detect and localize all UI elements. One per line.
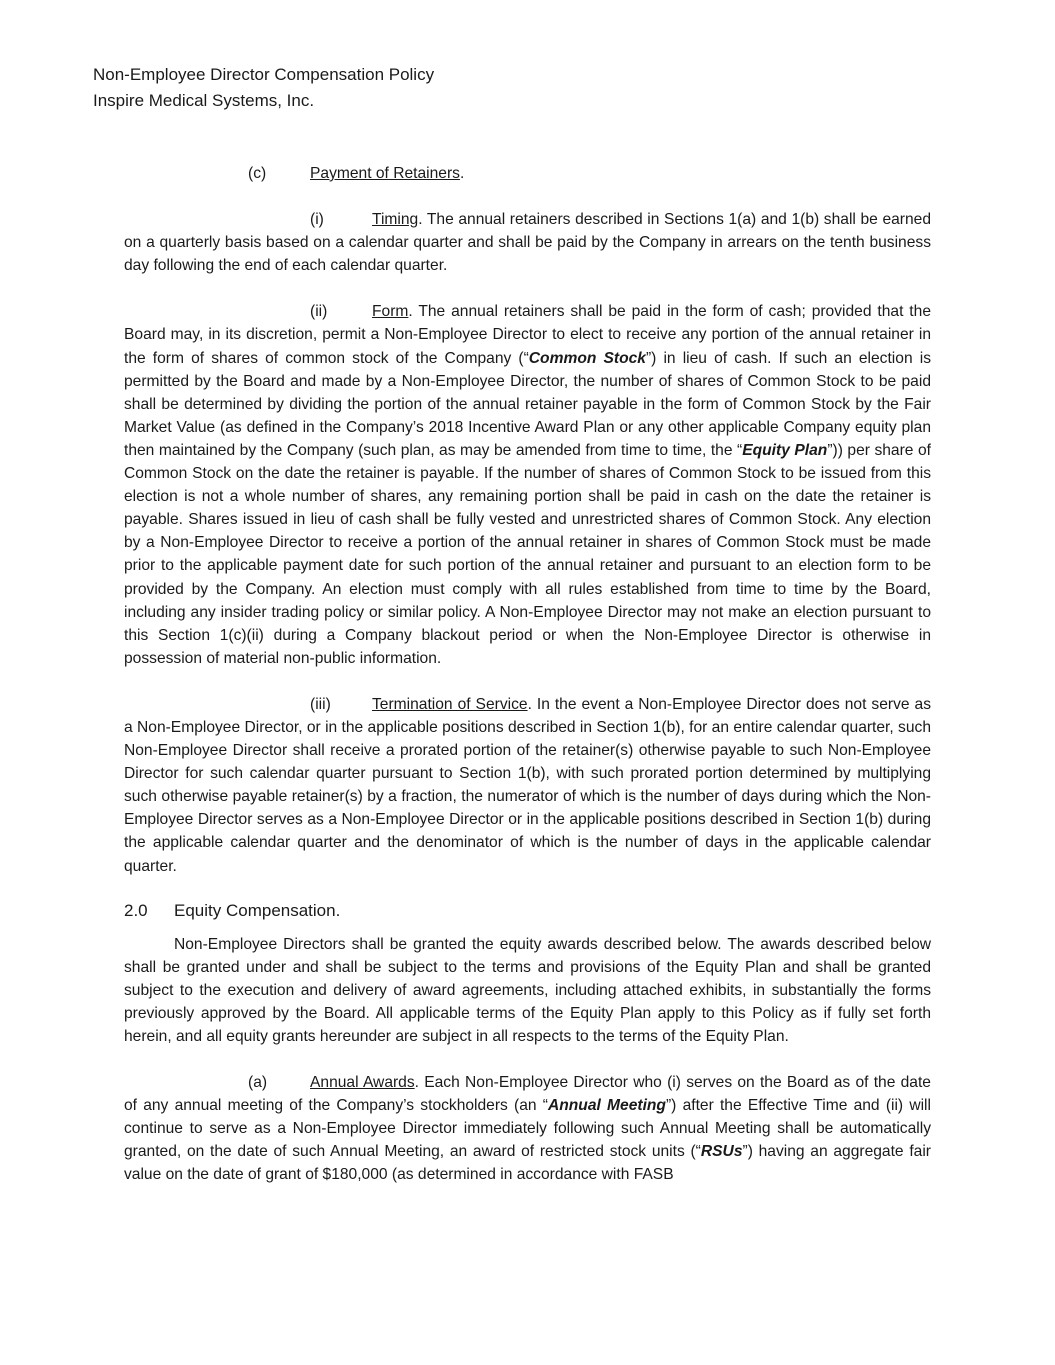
defined-term-common-stock: Common Stock — [528, 349, 646, 367]
paragraph-2a-title: Annual Awards — [310, 1074, 415, 1092]
paragraph-2a: (a) Annual Awards. Each Non-Employee Director who (i) serves on the Board as of the date of any annual meeting of the Company’s stockholders (an “Annual Meeting”) after the Effective Time and (ii) will continue to serve as a Non-Employee Director immediately following such Annual Meeting shall be automatically granted, on the date of such Annual Meeting, an award of restricted stock units (“RSUs”) having an aggregate fair value on the date of grant of $180,000 (as determined in accordance with FASB — [124, 1071, 931, 1186]
paragraph-c-i — [124, 208, 931, 277]
document-body — [124, 162, 931, 1187]
paragraph-c-ii-number: (ii) — [310, 303, 328, 321]
section-2-intro: Non-Employee Directors shall be granted the equity awards described below. The awards described below shall be granted under and shall be subject to the terms and provisions of the Equity Plan and shall be granted subject to the execution and delivery of award agreements, including attached exhibits, in substantially the forms previously approved by the Board. All applicable terms of the Equity Plan apply to this Policy as if fully set forth herein, and all equity grants hereunder are subject in all respects to the terms of the Equity Plan. — [124, 935, 931, 1045]
paragraph-c-ii: (ii) Form. The annual retainers shall be paid in the form of cash; provided that the Board may, in its discretion, permit a Non-Employee Director to elect to receive any portion of the annual retainer in the form of shares of common stock of the Company (“Common Stock”) in lieu of cash. If such an election is permitted by the Board and made by a Non-Employee Director, the number of shares of Common Stock to be paid shall be determined by dividing the portion of the annual retainer payable in the form of Common Stock by the Fair Market Value (as defined in the Company’s 2018 Incentive Award Plan or any other applicable Company equity plan then maintained by the Company (such plan, as may be amended from time to time, the “Equity Plan”)) per share of Common Stock on the date the retainer is payable. If the number of shares of Common Stock to be issued from this election is not a whole number of shares, any remaining portion shall be paid in cash on the date the retainer is payable. Shares issued in lieu of cash shall be fully vested and unrestricted shares of Common Stock. Any election by a Non-Employee Director to receive a portion of the annual retainer in shares of Common Stock must be made prior to the applicable payment date for such portion of the annual retainer and pursuant to an election form to be provided by the Company. An election must comply with all rules established from time to time by the Board, including any insider trading policy or similar policy. A Non-Employee Director may not make an election pursuant to this Section 1(c)(ii) during a Company blackout period or when the Non-Employee Director is otherwise in possession of material non-public information. — [124, 300, 931, 670]
section-2-title: Equity Compensation. — [174, 900, 341, 920]
section-2-number: 2.0 — [124, 900, 148, 920]
section-2-heading — [124, 899, 931, 923]
paragraph-c-ii-title: Form — [372, 303, 409, 321]
document-header — [93, 62, 434, 114]
company-name: Inspire Medical Systems, Inc. — [93, 91, 315, 110]
subsection-c-heading: (c) Payment of Retainers. — [248, 162, 931, 185]
defined-term-annual-meeting: Annual Meeting — [548, 1097, 666, 1115]
subsection-c-title: Payment of Retainers — [310, 165, 460, 182]
defined-term-equity-plan: Equity Plan — [742, 441, 828, 459]
paragraph-c-iii-text: . In the event a Non-Employee Director does not serve as a Non-Employee Director, or in the applicable positions described in Section 1(b), for an entire calendar quarter, such Non-Employee Director shall receive a prorated portion of the retainer(s) otherwise payable to such Non-Employee Director for such calendar quarter pursuant to Section 1(b), with such prorated portion determined by multiplying such otherwise payable retainer(s) by a fraction, the numerator of which is the number of days during which the Non-Employee Director serves as a Non-Employee Director or in the applicable positions described in Section 1(b) during the applicable calendar quarter and the denominator of which is the number of days in the applicable calendar quarter. — [124, 695, 931, 875]
policy-title: Non-Employee Director Compensation Policy — [93, 65, 435, 84]
paragraph-c-i-title: Timing — [372, 211, 419, 229]
paragraph-c-iii — [124, 693, 931, 878]
paragraph-2a-number: (a) — [248, 1074, 268, 1092]
paragraph-c-i-number: (i) — [310, 211, 324, 229]
paragraph-c-iii-title: Termination of Service — [372, 695, 528, 713]
defined-term-rsus: RSUs — [700, 1143, 743, 1161]
paragraph-c-iii-number: (iii) — [310, 695, 331, 713]
subsection-c-number: (c) — [248, 165, 267, 182]
paragraph-c-i-text: . The annual retainers described in Sections 1(a) and 1(b) shall be earned on a quarterly basis based on a calendar quarter and shall be paid by the Company in arrears on the tenth business day following the end of each calendar quarter. — [124, 211, 931, 275]
